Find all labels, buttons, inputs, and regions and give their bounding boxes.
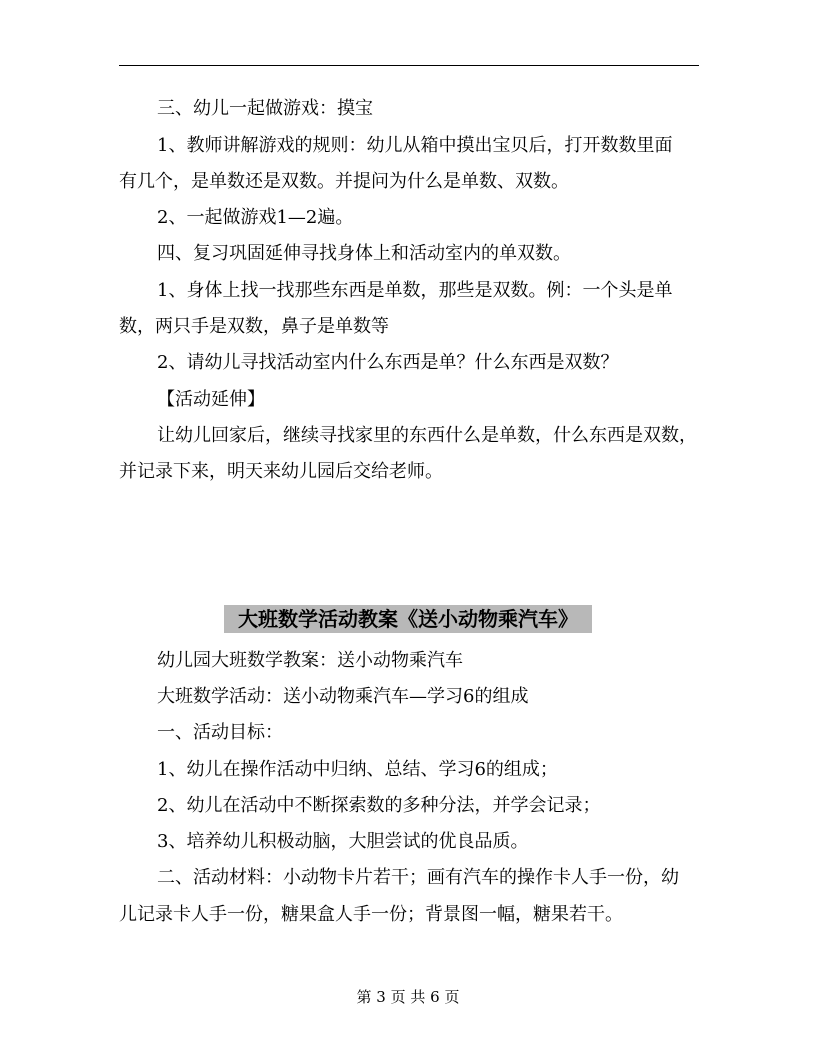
page-number: 第 3 页 共 6 页 [356,988,460,1006]
header-rule [119,65,699,66]
paragraph-line: 有几个，是单数还是双数。并提问为什么是单数、双数。 [119,171,569,192]
extension-heading: 【活动延伸】 [157,389,265,410]
goals-heading: 一、活动目标： [157,722,283,743]
section-heading-3: 三、幼儿一起做游戏：摸宝 [157,98,373,119]
paragraph-line: 1、身体上找一找那些东西是单数，那些是双数。例：一个头是单 [157,280,673,301]
paragraph-line: 2、一起做游戏1—2遍。 [157,207,354,228]
paragraph-line: 幼儿园大班数学教案：送小动物乘汽车 [157,650,463,671]
paragraph-line: 让幼儿回家后，继续寻找家里的东西什么是单数，什么东西是双数， [157,425,697,446]
goal-item: 3、培养幼儿积极动脑，大胆尝试的优良品质。 [157,831,529,852]
paragraph-line: 并记录下来，明天来幼儿园后交给老师。 [119,461,443,482]
paragraph-line: 二、活动材料：小动物卡片若干；画有汽车的操作卡人手一份，幼 [157,867,679,888]
paragraph-line: 2、请幼儿寻找活动室内什么东西是单？什么东西是双数？ [157,352,619,373]
lesson-title: 大班数学活动教案《送小动物乘汽车》 [224,605,592,633]
paragraph-line: 数，两只手是双数，鼻子是单数等 [119,316,389,337]
paragraph-line: 大班数学活动：送小动物乘汽车—学习6的组成 [157,686,529,707]
goal-item: 1、幼儿在操作活动中归纳、总结、学习6的组成； [157,759,558,780]
section-heading-4: 四、复习巩固延伸寻找身体上和活动室内的单双数。 [157,243,571,264]
paragraph-line: 1、教师讲解游戏的规则：幼儿从箱中摸出宝贝后，打开数数里面 [157,135,673,156]
goal-item: 2、幼儿在活动中不断探索数的多种分法，并学会记录； [157,795,601,816]
paragraph-line: 儿记录卡人手一份，糖果盒人手一份；背景图一幅，糖果若干。 [119,904,623,925]
